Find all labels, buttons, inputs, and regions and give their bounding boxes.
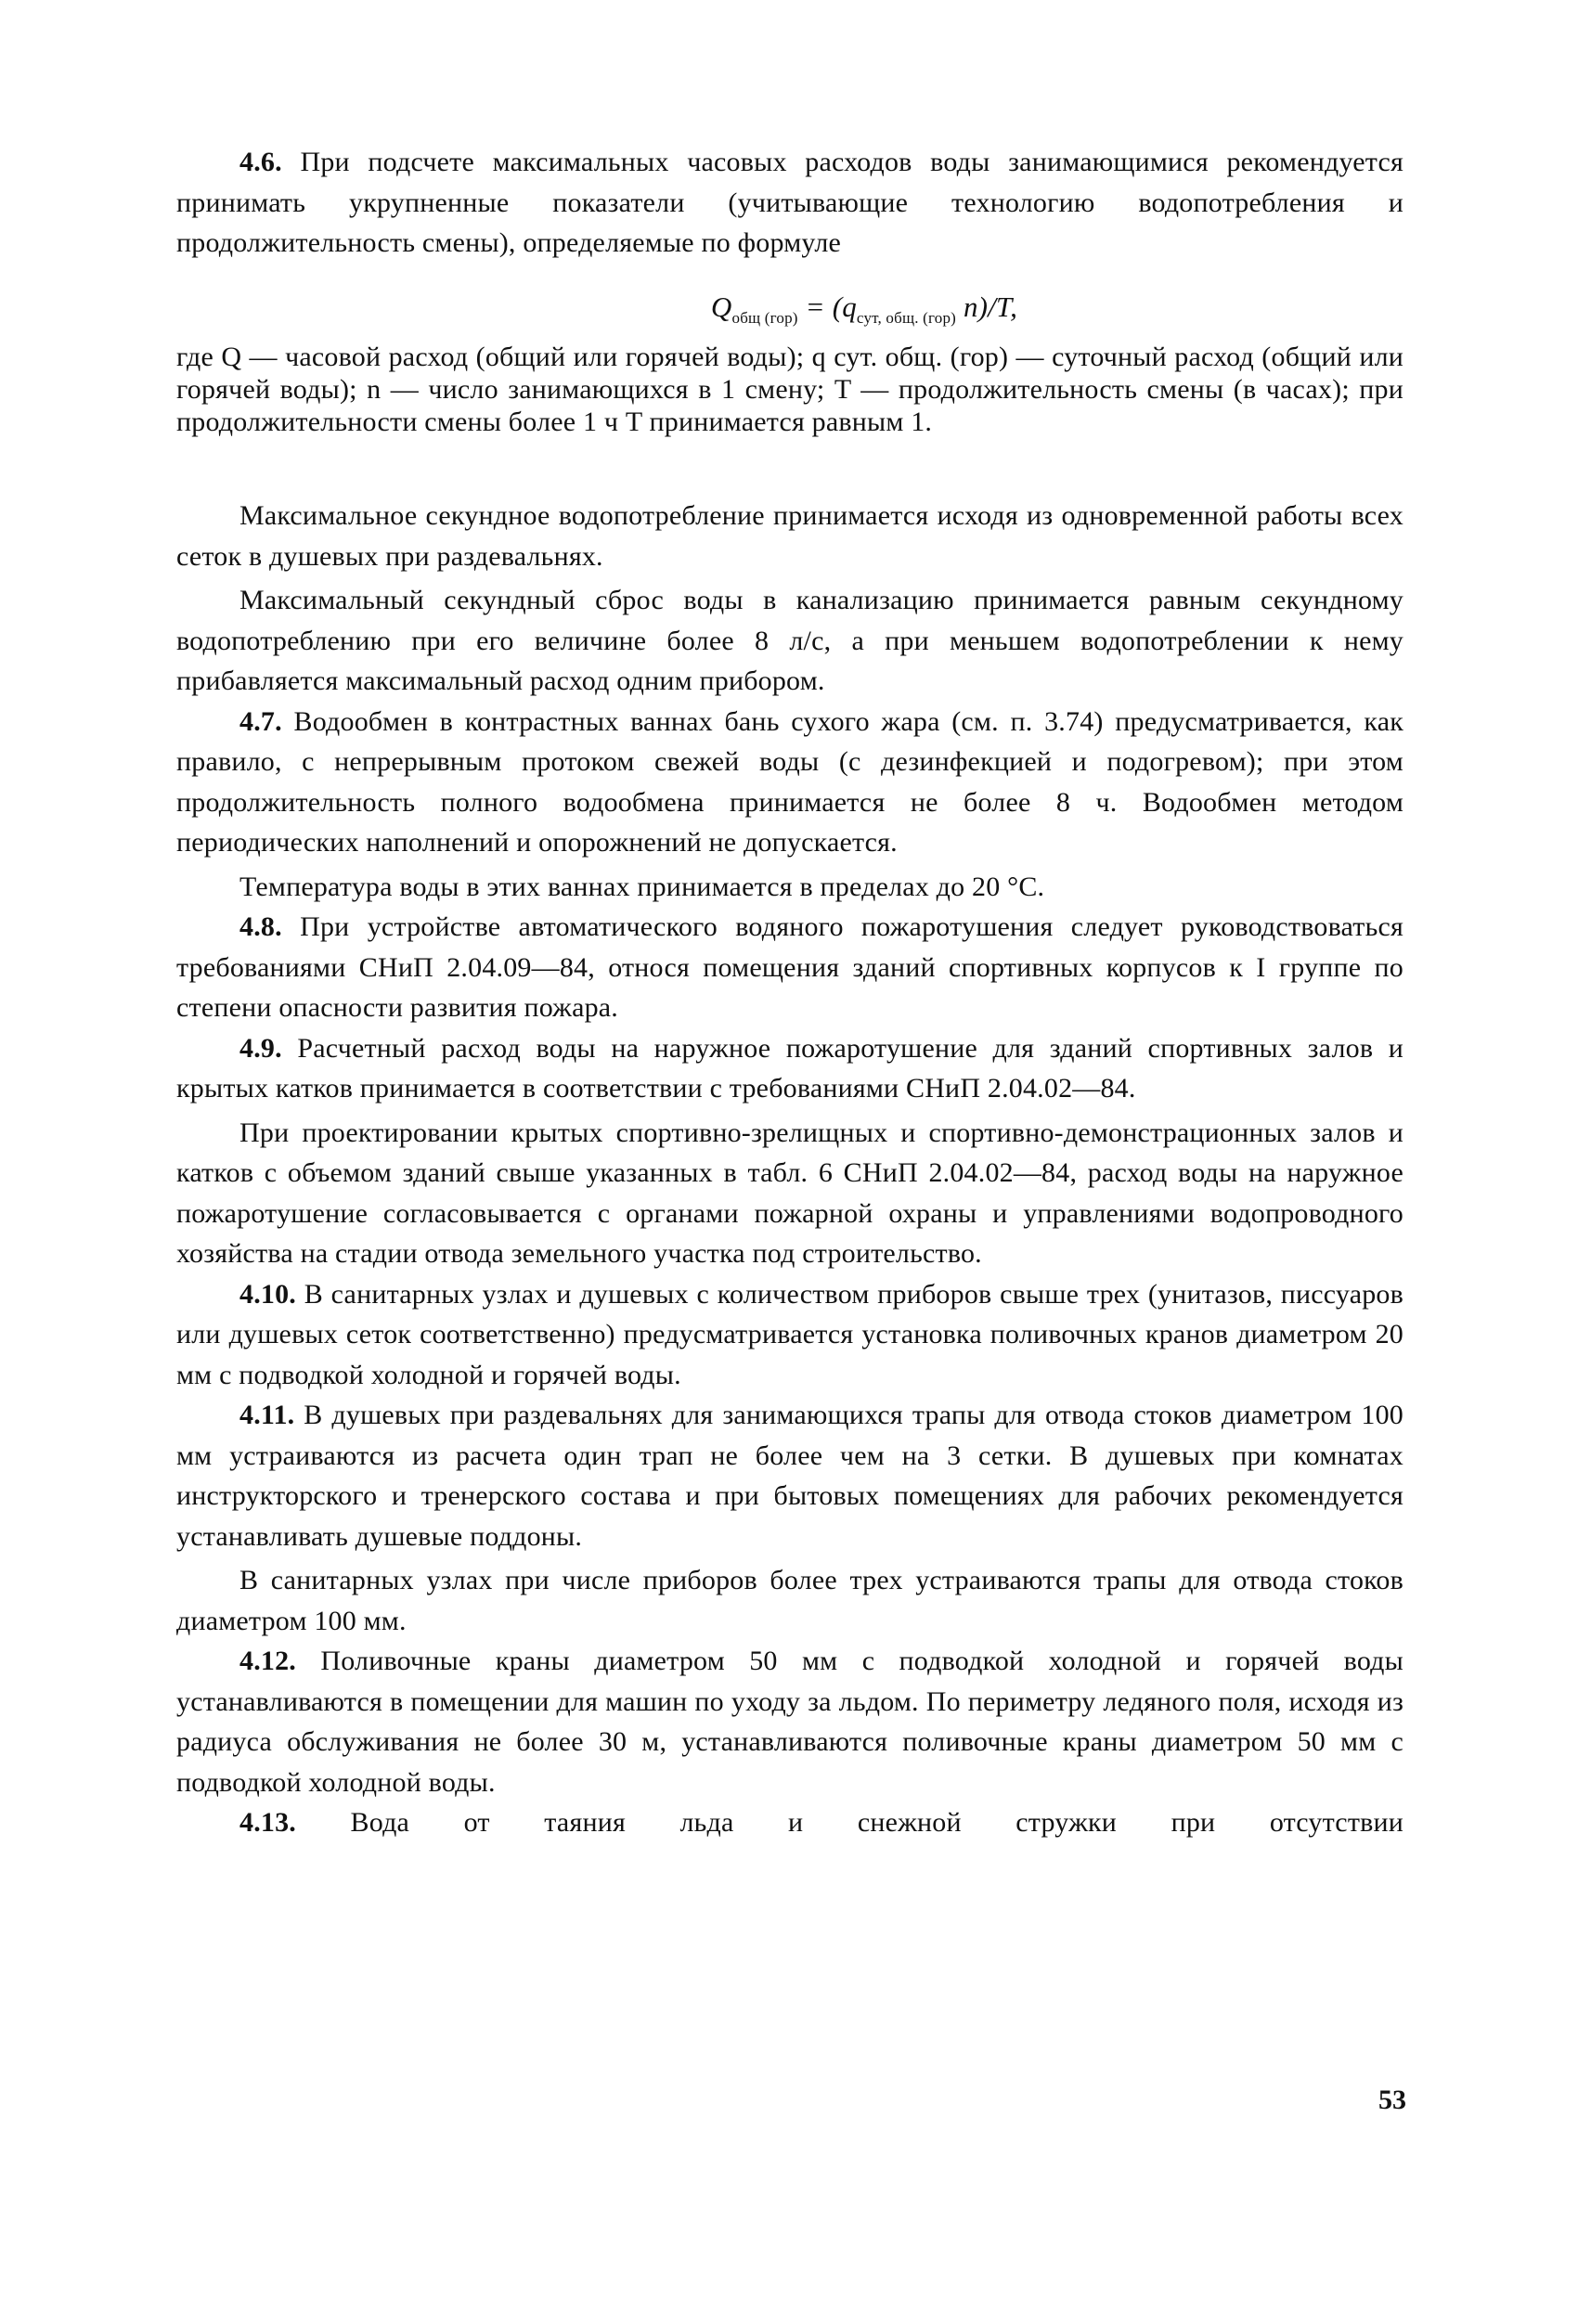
clause-number: 4.6. [239,147,282,177]
clause-text: В санитарных узлах и душевых с количеством приборов свыше трех (унитазов, писсуаров или душевых сеток соответственно) предусматривается установка поливочных кранов диаметром 20 мм с подводкой холодной и горячей воды. [176,1278,1403,1390]
clause-number: 4.9. [239,1032,282,1064]
clause-number: 4.13. [239,1807,296,1839]
formula: $Q_{общ (гор)} = (q_{сут, общ. (гор)}$ n)/T, [710,290,1018,327]
paragraph: Максимальный секундный сброс воды в канализацию принимается равным секундному водопотреблению при его величине более 8 л/с, а при меньшем водопотреблении к нему прибавляется максимальный расход одним прибором. [176,585,1403,697]
formula-legend: где Q — часовой расход (общий или горячей воды); q сут. общ. (гор) — суточный расход (общий или горячей воды); n — число занимающихся в 1 смену; T — продолжительность смены (в часах); при продолжительности смены более 1 ч T принимается равным 1. [176,342,1403,438]
clause-number: 4.11. [239,1400,295,1431]
paragraph: При проектировании крытых спортивно-зрелищных и спортивно-демонстрационных залов и катков с объемом зданий свыше указанных в табл. 6 СНиП 2.04.02—84, расход воды на наружное пожаротушение согласовывается с органами пожарной охраны и управлениями водопроводного хозяйства на стадии отвода земельного участка под строительство. [176,1117,1403,1270]
paragraph-4-6 [176,142,1403,264]
paragraph-4-10 [176,1274,1403,1396]
paragraph-4-7 [176,702,1403,863]
clause-number: 4.12. [239,1646,296,1677]
paragraph: В санитарных узлах при числе приборов более трех устраиваются трапы для отвода стоков диаметром 100 мм. [176,1565,1403,1636]
paragraph-4-12 [176,1641,1403,1802]
paragraph-4-8 [176,907,1403,1028]
paragraph-4-13 [176,1802,1403,1843]
clause-text: Вода от таяния льда и снежной стружки при отсутствии [350,1807,1404,1839]
clause-text: При подсчете максимальных часовых расходов воды занимающимися рекомендуется принимать укрупненные показатели (учитывающие технологию водопотребления и продолжительность смены), определяемые по формуле [176,147,1403,258]
clause-number: 4.8. [239,911,282,943]
clause-text: При устройстве автоматического водяного пожаротушения следует руководствоваться требованиями СНиП 2.04.09—84, относя помещения зданий спортивных корпусов к I группе по степени опасности развития пожара. [176,911,1403,1024]
clause-number: 4.10. [239,1278,296,1310]
clause-text: Водообмен в контрастных ваннах бань сухого жара (см. п. 3.74) предусматривается, как правило, с непрерывным протоком свежей воды (с дезинфекцией и подогревом); при этом продолжительность полного водообмена принимается не более 8 ч. Водообмен методом периодических наполнений и опорожнений не допускается. [176,705,1404,859]
clause-number: 4.7. [239,705,282,737]
paragraph: Температура воды в этих ваннах принимается в пределах до 20 °C. [239,871,1045,902]
page-number: 53 [1378,2085,1406,2115]
body-text [176,142,1403,1843]
clause-text: Поливочные краны диаметром 50 мм с подводкой холодной и горячей воды устанавливаются в помещении для машин по уходу за льдом. По периметру ледяного поля, исходя из радиуса обслуживания не более 30 м, устанавливаются поливочные краны диаметром 50 мм с подводкой холодной воды. [176,1646,1403,1798]
clause-text: В душевых при раздевальнях для занимающихся трапы для отвода стоков диаметром 100 мм устраиваются из расчета один трап не более чем на 3 сетки. В душевых при комнатах инструкторского и тренерского состава и при бытовых помещениях для рабочих рекомендуется устанавливать душевые поддоны. [176,1400,1404,1552]
clause-text: Расчетный расход воды на наружное пожаротушение для зданий спортивных залов и крытых катков принимается в соответствии с требованиями СНиП 2.04.02—84. [176,1032,1404,1104]
paragraph: Максимальное секундное водопотребление принимается исходя из одновременной работы всех сеток в душевых при раздевальнях. [176,500,1403,572]
paragraph-4-11 [176,1395,1403,1556]
paragraph-4-9 [176,1028,1403,1109]
